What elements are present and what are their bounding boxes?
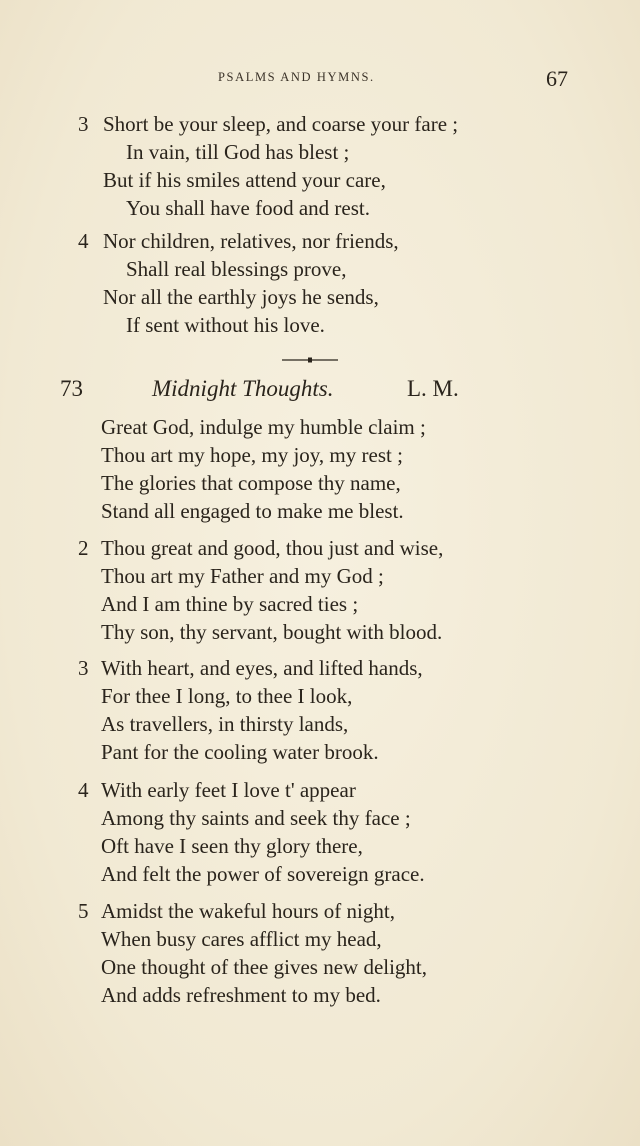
stanza-number: 5 [78, 899, 89, 923]
verse-line: Thou art my Father and my God ; [101, 564, 384, 588]
stanza-number: 3 [78, 112, 89, 136]
stanza-number: 2 [78, 536, 89, 560]
stanza-number: 4 [78, 229, 89, 253]
hymn-meter: L. M. [407, 376, 459, 401]
verse-line: Oft have I seen thy glory there, [101, 834, 363, 858]
stanza-number: 4 [78, 778, 89, 802]
verse-line: Nor all the earthly joys he sends, [103, 285, 379, 309]
verse-line: With heart, and eyes, and lifted hands, [101, 656, 423, 680]
verse-line: One thought of thee gives new delight, [101, 955, 428, 979]
verse-line: Short be your sleep, and coarse your fare ; [103, 112, 459, 136]
hymn-number: 73 [60, 376, 83, 401]
verse-line: Thou great and good, thou just and wise, [101, 536, 444, 560]
verse-line: Nor children, relatives, nor friends, [103, 229, 399, 253]
verse-line: The glories that compose thy name, [101, 471, 401, 495]
verse-line: If sent without his love. [126, 313, 325, 337]
verse-line: And I am thine by sacred ties ; [101, 592, 359, 616]
stanza-number: 3 [78, 656, 89, 680]
verse-line: Pant for the cooling water brook. [101, 740, 379, 764]
running-head: PSALMS AND HYMNS. [218, 70, 375, 84]
verse-line: And felt the power of sovereign grace. [101, 862, 425, 886]
verse-line: And adds refreshment to my bed. [101, 983, 381, 1007]
verse-line: Thou art my hope, my joy, my rest ; [101, 443, 403, 467]
verse-line: Great God, indulge my humble claim ; [101, 415, 426, 439]
verse-line: Thy son, thy servant, bought with blood. [101, 620, 443, 644]
verse-line: In vain, till God has blest ; [126, 140, 350, 164]
verse-line: Shall real blessings prove, [126, 257, 347, 281]
verse-line: As travellers, in thirsty lands, [101, 712, 349, 736]
page-header [0, 66, 640, 96]
verse-line: Stand all engaged to make me blest. [101, 499, 404, 523]
verse-line: You shall have food and rest. [126, 196, 371, 220]
verse-line: But if his smiles attend your care, [103, 168, 386, 192]
hymn-heading [0, 376, 640, 408]
ornament-divider [282, 357, 338, 363]
verse-line: Among thy saints and seek thy face ; [101, 806, 411, 830]
verse-line: Amidst the wakeful hours of night, [101, 899, 395, 923]
verse-line: When busy cares afflict my head, [101, 927, 382, 951]
page-number: 67 [546, 66, 568, 91]
verse-line: With early feet I love t' appear [101, 778, 356, 802]
verse-line: For thee I long, to thee I look, [101, 684, 353, 708]
hymn-title: Midnight Thoughts. [152, 376, 334, 401]
